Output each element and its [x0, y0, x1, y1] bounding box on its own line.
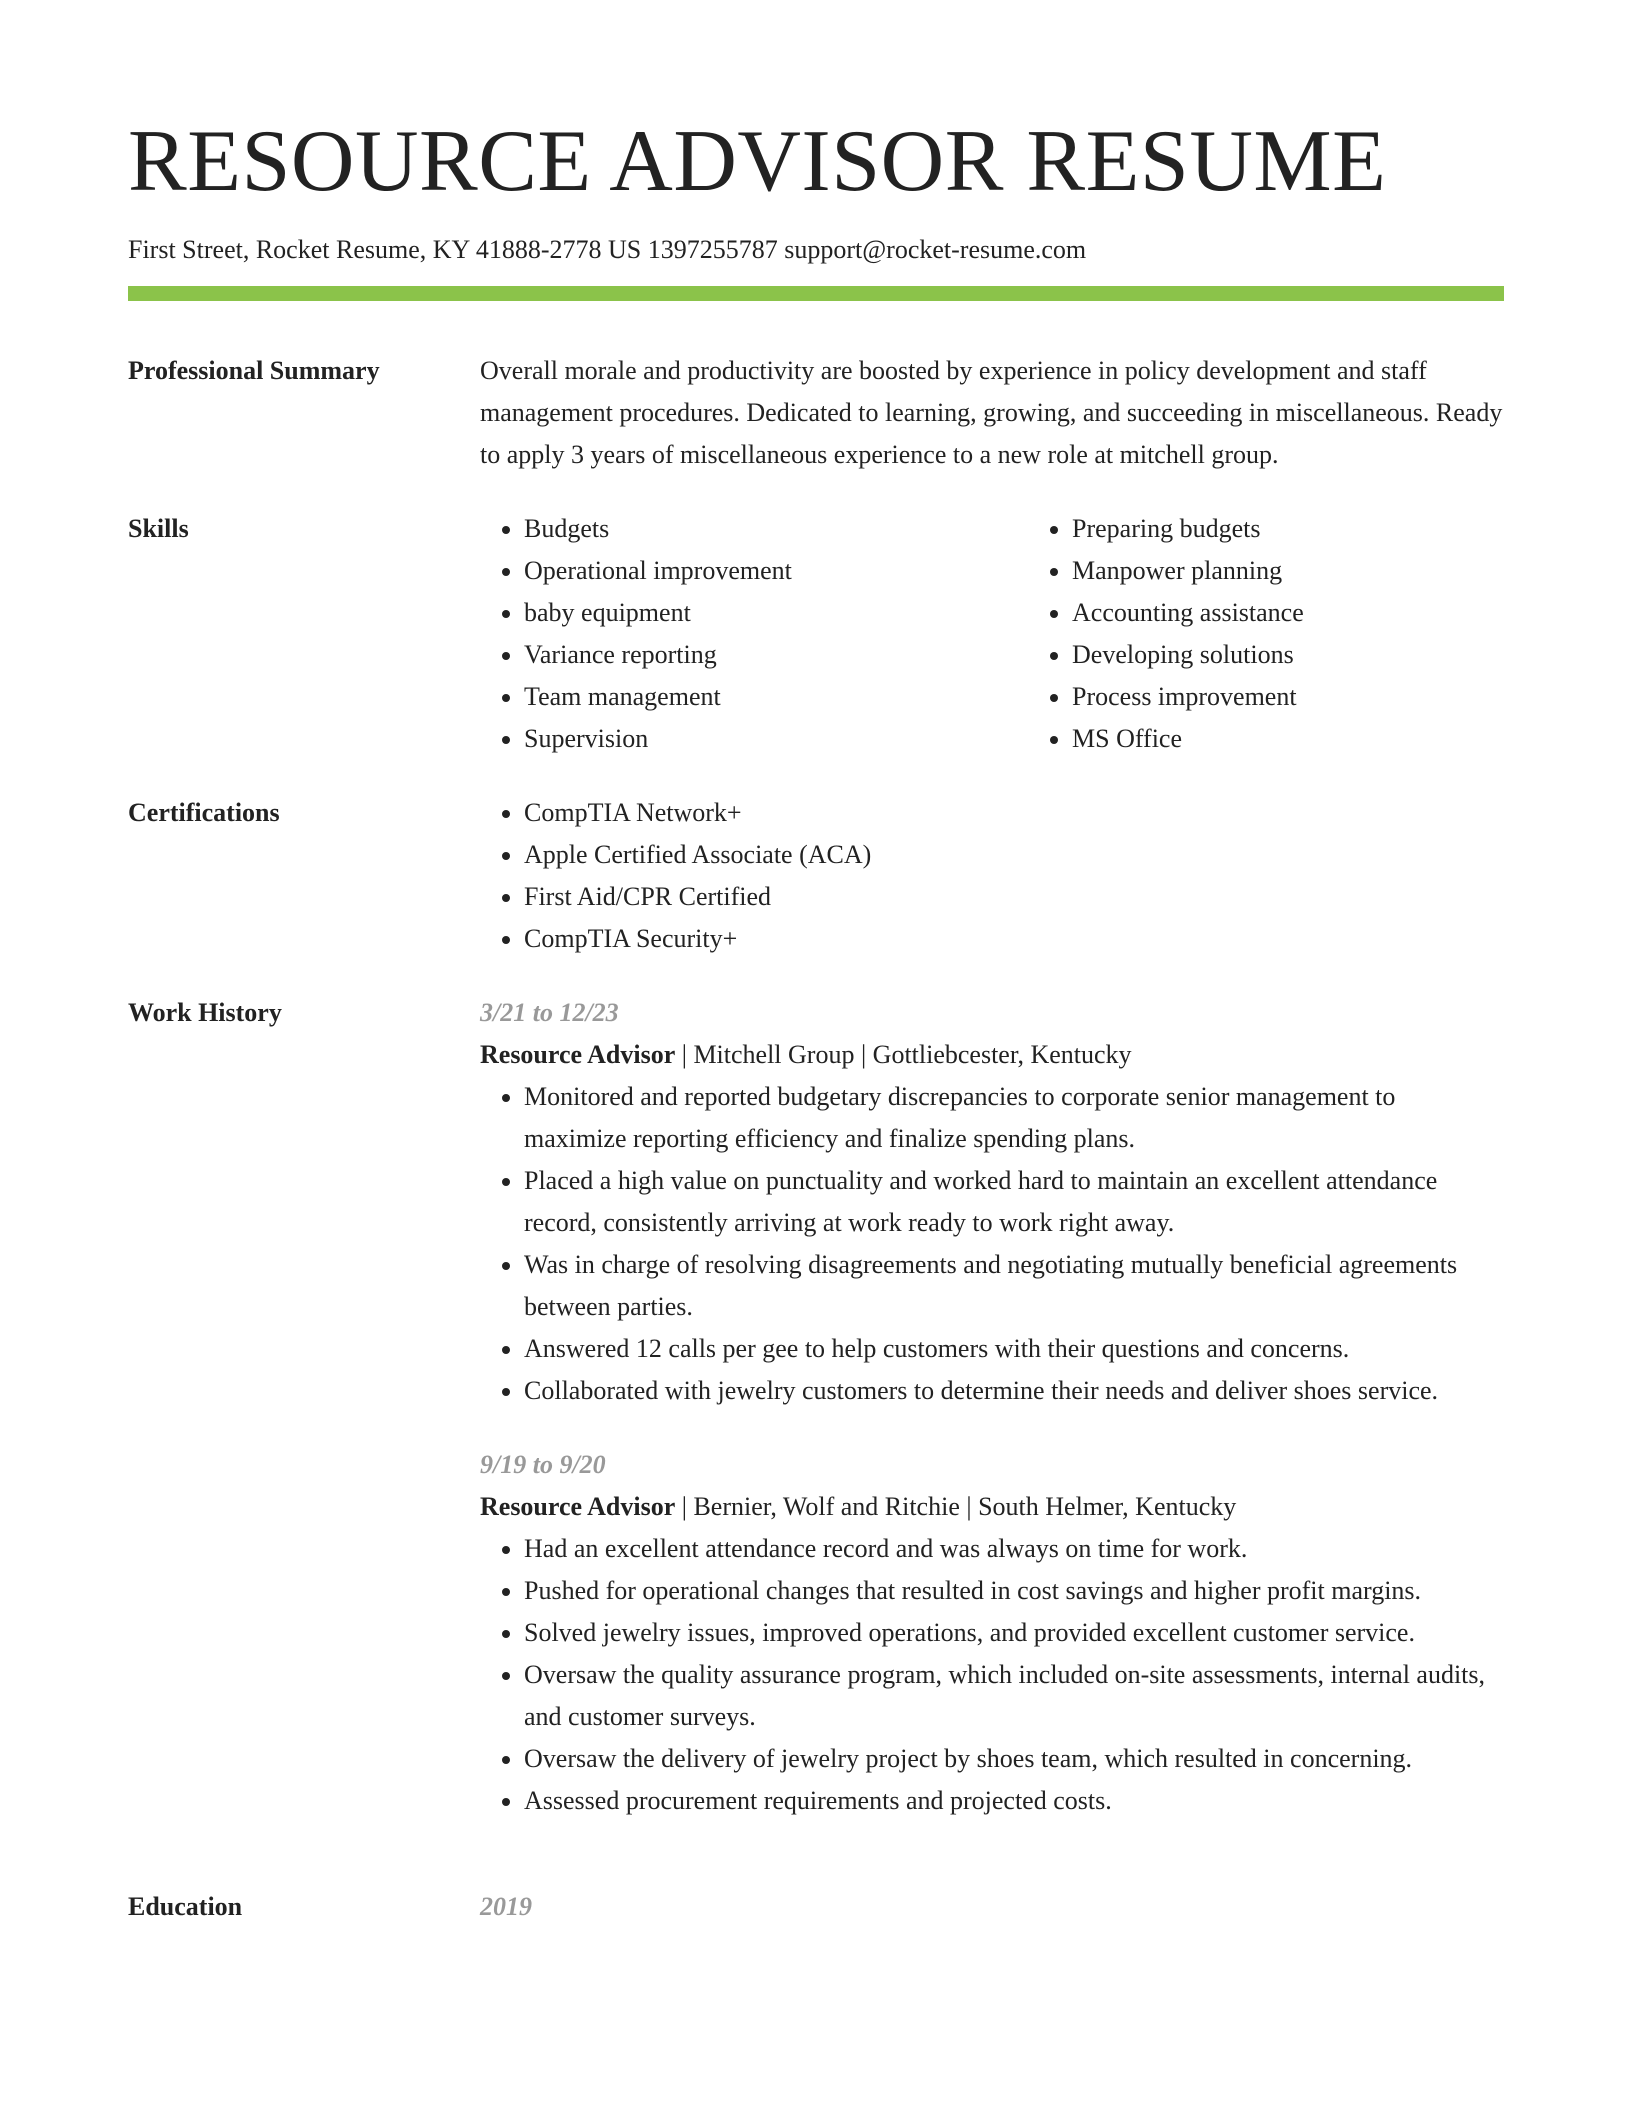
job-entry	[480, 1444, 1504, 1822]
accent-divider	[128, 286, 1504, 301]
skill-item: • Manpower planning	[1072, 550, 1576, 592]
work-history-section	[128, 992, 1504, 1854]
education-heading: Education	[128, 1892, 243, 1921]
skills-list-left	[480, 508, 1028, 760]
contact-info: First Street, Rocket Resume, KY 41888-2778 US 1397255787 support@rocket-resume.com	[128, 235, 1087, 264]
job-bullet: • Answered 12 calls per gee to help customers with their questions and concerns.	[524, 1328, 1504, 1370]
skill-item: • baby equipment	[524, 592, 1028, 634]
skill-item: • Team management	[524, 676, 1028, 718]
job-bullet: • Pushed for operational changes that resulted in cost savings and higher profit margins.	[524, 1570, 1504, 1612]
certifications-section	[128, 792, 1504, 960]
job-bullet: • Had an excellent attendance record and was always on time for work.	[524, 1528, 1504, 1570]
skills-heading: Skills	[128, 514, 189, 543]
summary-heading: Professional Summary	[128, 356, 380, 385]
certification-item: • CompTIA Network+	[524, 792, 1504, 834]
certification-item: • Apple Certified Associate (ACA)	[524, 834, 1504, 876]
skill-item: • Variance reporting	[524, 634, 1028, 676]
job-employer-location: | Bernier, Wolf and Ritchie | South Helmer, Kentucky	[675, 1492, 1237, 1521]
education-dates: 2019	[480, 1892, 532, 1921]
job-bullet: • Oversaw the delivery of jewelry project by shoes team, which resulted in concerning.	[524, 1738, 1504, 1780]
job-role: Resource Advisor	[480, 1040, 676, 1069]
job-bullets	[480, 1528, 1504, 1822]
job-bullets	[480, 1076, 1504, 1412]
job-bullet: • Was in charge of resolving disagreements and negotiating mutually beneficial agreements between parties.	[524, 1244, 1504, 1328]
resume-sections	[128, 350, 1504, 1960]
skill-item: • Budgets	[524, 508, 1028, 550]
job-entry	[480, 992, 1504, 1412]
skills-list-right	[1028, 508, 1576, 760]
certification-item: • CompTIA Security+	[524, 918, 1504, 960]
certifications-list	[480, 792, 1504, 960]
skill-item: • Developing solutions	[1072, 634, 1576, 676]
skill-item: • Supervision	[524, 718, 1028, 760]
job-bullet: • Placed a high value on punctuality and worked hard to maintain an excellent attendance record, consistently arriving at work ready to work right away.	[524, 1160, 1504, 1244]
job-title-line	[480, 1034, 1504, 1076]
skills-section	[128, 508, 1504, 760]
job-title-line	[480, 1486, 1504, 1528]
job-bullet: • Assessed procurement requirements and projected costs.	[524, 1780, 1504, 1822]
education-section	[128, 1886, 1504, 1928]
resume-title: RESOURCE ADVISOR RESUME	[128, 113, 1387, 210]
skill-item: • Accounting assistance	[1072, 592, 1576, 634]
skill-item: • Operational improvement	[524, 550, 1028, 592]
job-dates: 3/21 to 12/23	[480, 998, 619, 1027]
summary-text: Overall morale and productivity are boosted by experience in policy development and staff management procedures. Dedicated to learning, growing, and succeeding in miscellaneous. Ready to apply 3 years of miscellaneous experience to a new role at mitchell group.	[480, 356, 1503, 469]
summary-section	[128, 350, 1504, 476]
job-role: Resource Advisor	[480, 1492, 676, 1521]
job-employer-location: | Mitchell Group | Gottliebcester, Kentucky	[675, 1040, 1132, 1069]
job-bullet: • Oversaw the quality assurance program, which included on-site assessments, internal audits, and customer surveys.	[524, 1654, 1504, 1738]
job-bullet: • Monitored and reported budgetary discrepancies to corporate senior management to maximize reporting efficiency and finalize spending plans.	[524, 1076, 1504, 1160]
skill-item: • MS Office	[1072, 718, 1576, 760]
job-bullet: • Solved jewelry issues, improved operations, and provided excellent customer service.	[524, 1612, 1504, 1654]
job-bullet: • Collaborated with jewelry customers to determine their needs and deliver shoes service.	[524, 1370, 1504, 1412]
certifications-heading: Certifications	[128, 798, 280, 827]
certification-item: • First Aid/CPR Certified	[524, 876, 1504, 918]
skill-item: • Process improvement	[1072, 676, 1576, 718]
job-dates: 9/19 to 9/20	[480, 1450, 606, 1479]
skill-item: • Preparing budgets	[1072, 508, 1576, 550]
work-history-heading: Work History	[128, 998, 282, 1027]
skills-grid	[480, 508, 1576, 760]
